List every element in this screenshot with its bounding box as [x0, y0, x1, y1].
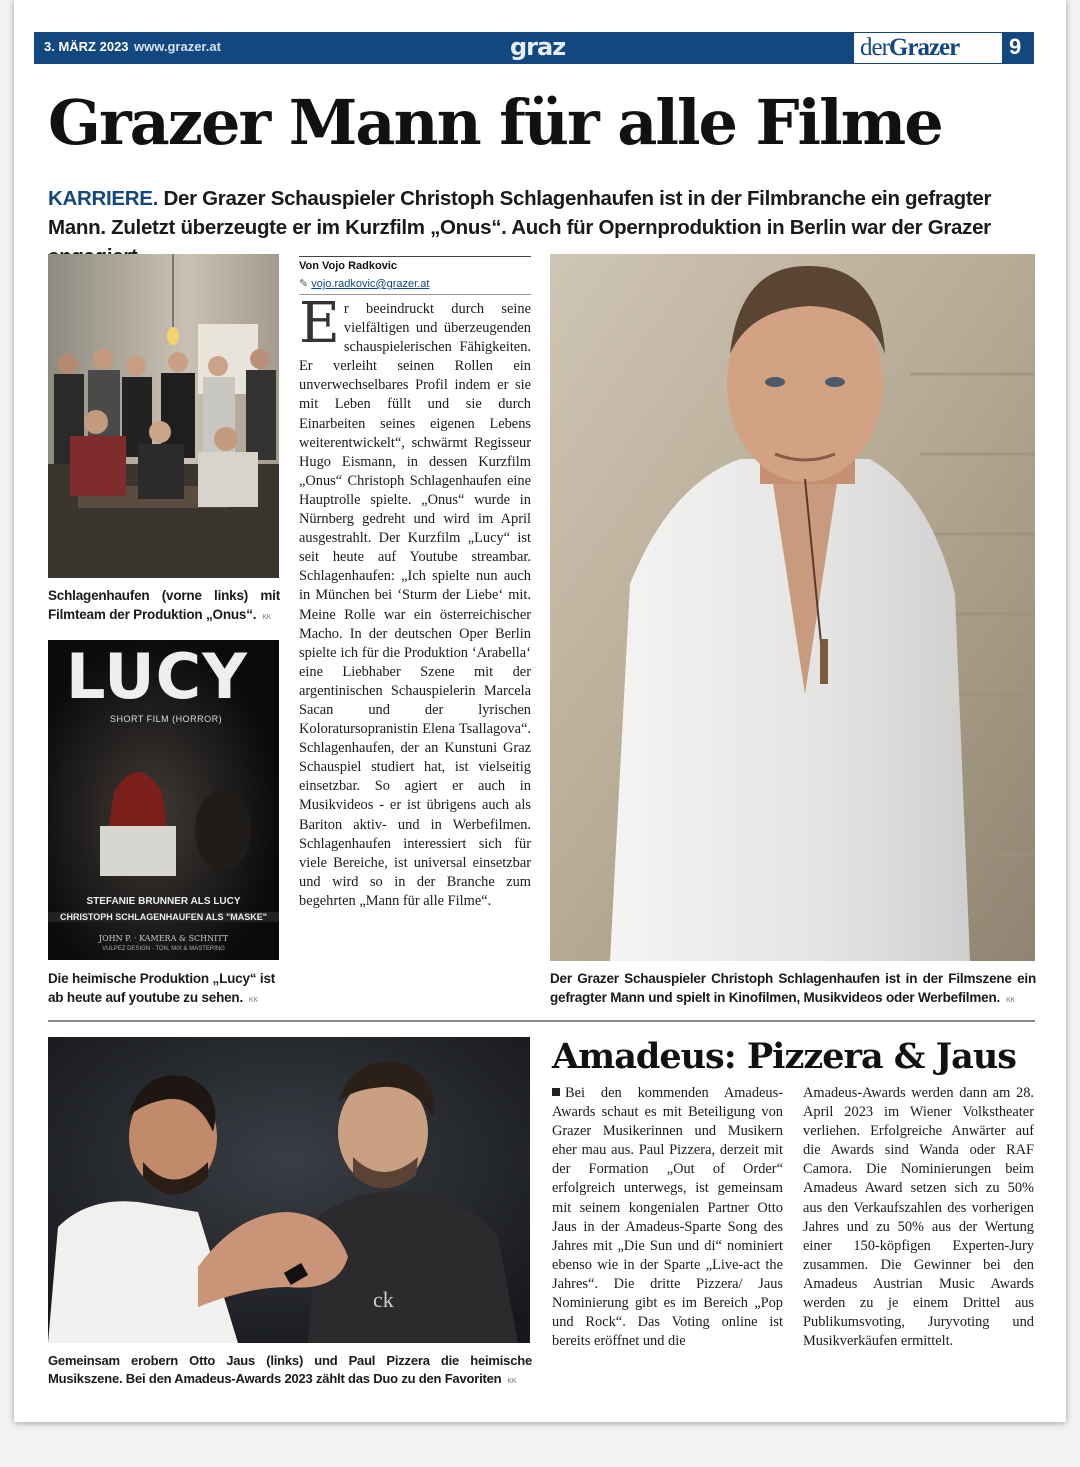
amadeus-paragraph-1 [552, 1084, 783, 1351]
lead-text: Der Grazer Schauspieler Christoph Schlagenhaufen ist in der Filmbranche ein gefragter Mann. Zuletzt überzeugte er im Kurzfilm „Onus“. Auch für Opernproduktion in Berlin war der Grazer [48, 187, 992, 239]
amadeus-paragraph-2 [803, 1084, 1034, 1351]
portrait-image [550, 254, 1035, 961]
page-number: 9 [1009, 34, 1022, 59]
photo-credit: KK [249, 997, 258, 1004]
film-team-caption [48, 586, 280, 627]
drop-cap: E [299, 300, 340, 356]
author-email[interactable] [299, 277, 429, 290]
amadeus-text-2: Amadeus-Awards werden dann am 28. April 2023 im Wiener Volkstheater verliehen. Erfolgreiche Anwärter auf die Awards sind Wanda oder RAF Camora. Die Nominierungen beim Amadeus Award setzen sich zu 50% aus den Verkaufszahlen des vorherigen Jahres und zu 50% aus der Wertung einer 150-köpfigen Experten-Jury zusammen. Die Gewinner bei den Amadeus Austrian Music Awards werden zu je einem Drittel aus Publikumsvoting, Juryvoting und Musikverkäufen ermittelt. [803, 1085, 1034, 1350]
duo-image [48, 1037, 530, 1343]
poster-cast-2: CHRISTOPH SCHLAGENHAUFEN ALS "MASKE" [48, 912, 279, 922]
pen-icon: ✎ [299, 278, 309, 290]
svg-text:ck: ck [373, 1287, 394, 1312]
issue-date: 3. MÄRZ 2023 [44, 39, 129, 54]
photo-credit: KK [1006, 997, 1016, 1004]
byline-bottom-rule [299, 294, 531, 295]
photo-credit: KK [507, 1378, 517, 1385]
portrait-photo [550, 254, 1035, 961]
lucy-caption [48, 969, 280, 1010]
newspaper-logo [854, 33, 1002, 63]
portrait-caption [550, 969, 1036, 1010]
amadeus-headline: Amadeus: Pizzera & Jaus [552, 1036, 1016, 1077]
photo-credit: KK [262, 614, 272, 621]
logo-name: Grazer [888, 34, 960, 61]
poster-subtitle: SHORT FILM (HORROR) [110, 714, 223, 724]
lucy-poster [48, 640, 279, 960]
amadeus-text-1: Bei den kommenden Amadeus-Awards schaut es mit Beteiligung von Grazer Musikerinnen und Musikern eher mau aus. Paul Pizzera, derzeit mit der Formation „Out of Order“ erfolgreich unterwegs, ist gemeinsam mit seinem kongenialen Partner Otto Jaus in der Amadeus-Sparte Song des Jahres mit „Die Sun und di“ nominiert ebenso wie in der Sparte „Live-act the Jahres“. Die dritte Pizzera/ Jaus Nominierung gibt es im Bereich „Pop und Rock“. Das Voting online ist bereits eröffnet und die [552, 1085, 783, 1350]
article-headline: Grazer Mann für alle Filme [48, 86, 942, 159]
film-team-caption-text: Schlagenhaufen (vorne links) mit Filmteam der Produktion „Onus“. [48, 588, 280, 622]
author-email-text: vojo.radkovic@grazer.at [311, 278, 430, 290]
website-url: www.grazer.at [134, 39, 221, 54]
lucy-caption-text: Die heimische Produktion „Lucy“ ist ab heute auf youtube zu sehen. [48, 971, 276, 1005]
duo-photo [48, 1037, 530, 1343]
logo-prefix: der [860, 34, 889, 61]
amadeus-column-2 [803, 1084, 1034, 1394]
section-divider [48, 1020, 1035, 1022]
poster-credit-2: VULPEZ DESIGN · TON, MIX & MASTERING [102, 946, 225, 952]
lead-kicker: KARRIERE. [48, 187, 159, 210]
portrait-caption-text: Der Grazer Schauspieler Christoph Schlagenhaufen ist in der Filmszene ein gefragter Mann und spielt in Kinofilmen, Musikvideos oder Werbefilmen. [550, 971, 1036, 1005]
article-body-text: r beeindruckt durch seine vielfältigen und überzeugenden schauspielerischen Fähigkeiten. Er verleiht seinen Rollen ein unverwechselbares Profil indem er sie mit Leben füllt und sie durch Einarbeiten seines eigenen Lebens weiterentwickelt“, schwärmt Regisseur Hugo Eismann, in dessen Kurzfilm „Onus“ Christoph Schlagenhaufen eine Hauptrolle spielte. „Onus“ wurde in Nürnberg gedreht und wird im April ausgestrahlt. Der Kurzfilm „Lucy“ ist seit heute auf Youtube streambar. Schlagenhaufen: „Ich spielte nun auch in München bei ‘Sturm der Liebe‘ mit. Meine Rolle war ein österreichischer Macho. In der deutschen Oper Berlin spielte ich für die Produktion ‘Arabella‘ eine Liebhaber Szene mit der argentinischen Schauspielerin Marcela Sacan und der lyrischen Koloratursopranistin Elena Tsallagova“. Schlagenhaufen, der an Kunstuni Graz Schauspiel studiert hat, ist vielseitig einsetzbar. So agiert er auch in Musikvideos - er ist übrigens auch als Bariton aktiv- und in Werbefilmen. Schlagenhaufen interessiert sich für viele Bereiche, ist universal einsetzbar und wird so in der Branche zum begehrten „Mann für alle Filme“. [299, 301, 531, 909]
section-name: graz [510, 33, 566, 61]
article-body [299, 300, 531, 1012]
poster-title: LUCY [66, 640, 249, 713]
byline: Von Vojo Radkovic [299, 260, 397, 272]
film-team-image [48, 254, 279, 578]
amadeus-column-1 [552, 1084, 783, 1394]
film-team-photo [48, 254, 279, 578]
article-body-paragraph [299, 300, 531, 911]
duo-caption-text: Gemeinsam erobern Otto Jaus (links) und Paul Pizzera die heimische Musikszene. Bei den Amadeus-Awards 2023 zählt das Duo zu den Favoriten [48, 1353, 532, 1386]
square-bullet-icon [552, 1088, 560, 1096]
byline-rule [299, 256, 531, 257]
duo-caption [48, 1352, 532, 1391]
poster-cast-1: STEFANIE BRUNNER ALS LUCY [86, 896, 241, 907]
page-header-bar [34, 32, 1034, 64]
poster-credit-1: JOHN P. · KAMERA & SCHNITT [98, 934, 229, 943]
